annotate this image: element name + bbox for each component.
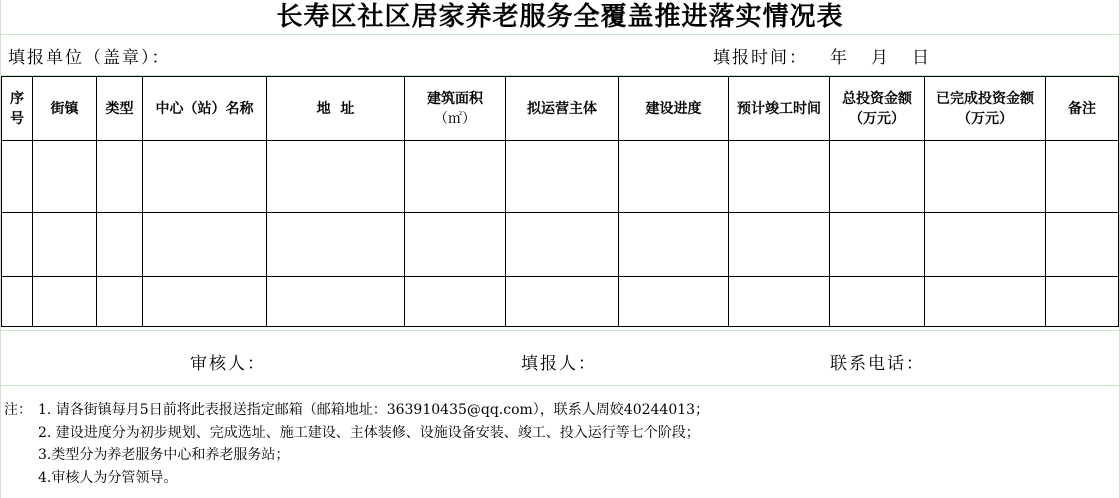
table-cell[interactable] [619, 213, 729, 277]
table-cell[interactable] [2, 213, 33, 277]
note-item: 2. 建设进度分为初步规划、完成选址、施工建设、主体装修、设施设备安装、竣工、投入运行等七个阶段； [38, 424, 700, 441]
table-cell[interactable] [830, 141, 925, 213]
col-header-area: 建筑面积 （㎡） [405, 77, 506, 141]
table-cell[interactable] [143, 141, 267, 213]
table-cell[interactable] [143, 213, 267, 277]
table-cell[interactable] [925, 141, 1046, 213]
phone-label: 联系电话： [830, 354, 925, 374]
table-cell[interactable] [97, 141, 143, 213]
col-header-total-investment: 总投资金额 （万元） [830, 77, 925, 141]
col-header-completion: 预计竣工时间 [729, 77, 830, 141]
table-cell[interactable] [143, 277, 267, 327]
col-header-street: 街镇 [33, 77, 97, 141]
table-cell[interactable] [33, 277, 97, 327]
table-cell[interactable] [729, 277, 830, 327]
note-item: 4.审核人为分管领导。 [38, 469, 178, 486]
table-header-row [2, 77, 1119, 141]
table-cell[interactable] [619, 277, 729, 327]
unit-label: 填报单位（盖章）： [8, 48, 171, 68]
table-cell[interactable] [97, 277, 143, 327]
month-label: 月 [871, 48, 890, 68]
table-cell[interactable] [1046, 213, 1119, 277]
table-cell[interactable] [1046, 277, 1119, 327]
grid-line [0, 385, 1120, 386]
table-row [2, 141, 1119, 213]
table-row [2, 213, 1119, 277]
col-header-remarks: 备注 [1046, 77, 1119, 141]
table-cell[interactable] [267, 141, 405, 213]
time-label: 填报时间： [713, 48, 808, 68]
reviewer-label: 审核人： [190, 354, 266, 374]
col-header-completed-investment: 已完成投资金额 （万元） [925, 77, 1046, 141]
table-cell[interactable] [33, 213, 97, 277]
table-cell[interactable] [506, 141, 619, 213]
notes-section [4, 399, 709, 489]
grid-line [0, 330, 1120, 331]
table-cell[interactable] [729, 141, 830, 213]
table-cell[interactable] [267, 213, 405, 277]
table-cell[interactable] [729, 213, 830, 277]
note-item: 3.类型分为养老服务中心和养老服务站； [38, 447, 290, 463]
table-cell[interactable] [506, 277, 619, 327]
note-item: 注： 1. 请各街镇每月5日前将此表报送指定邮箱（邮箱地址：363910435@qq.com），联系人周姣40244013； [4, 399, 709, 422]
table-row [2, 277, 1119, 327]
progress-table [1, 76, 1119, 327]
table-cell[interactable] [2, 141, 33, 213]
table-cell[interactable] [97, 213, 143, 277]
table-cell[interactable] [506, 213, 619, 277]
table-cell[interactable] [267, 277, 405, 327]
table-cell[interactable] [1046, 141, 1119, 213]
table-cell[interactable] [619, 141, 729, 213]
col-header-type: 类型 [97, 77, 143, 141]
table-cell[interactable] [405, 141, 506, 213]
table-cell[interactable] [2, 277, 33, 327]
col-header-operator: 拟运营主体 [506, 77, 619, 141]
table-cell[interactable] [925, 213, 1046, 277]
page-title: 长寿区社区居家养老服务全覆盖推进落实情况表 [276, 2, 844, 32]
table-cell[interactable] [830, 213, 925, 277]
table-cell[interactable] [925, 277, 1046, 327]
table-cell[interactable] [33, 141, 97, 213]
notes-prefix: 注： [4, 402, 32, 418]
table-cell[interactable] [405, 213, 506, 277]
table-cell[interactable] [405, 277, 506, 327]
year-label: 年 [830, 48, 849, 68]
table-cell[interactable] [830, 277, 925, 327]
time-label-group [713, 43, 931, 68]
filler-label: 填报人： [521, 354, 597, 374]
col-header-name: 中心（站）名称 [143, 77, 267, 141]
col-header-address: 地 址 [267, 77, 405, 141]
col-header-progress: 建设进度 [619, 77, 729, 141]
col-header-index: 序 号 [2, 77, 33, 141]
day-label: 日 [912, 48, 931, 68]
grid-line [0, 34, 1120, 35]
